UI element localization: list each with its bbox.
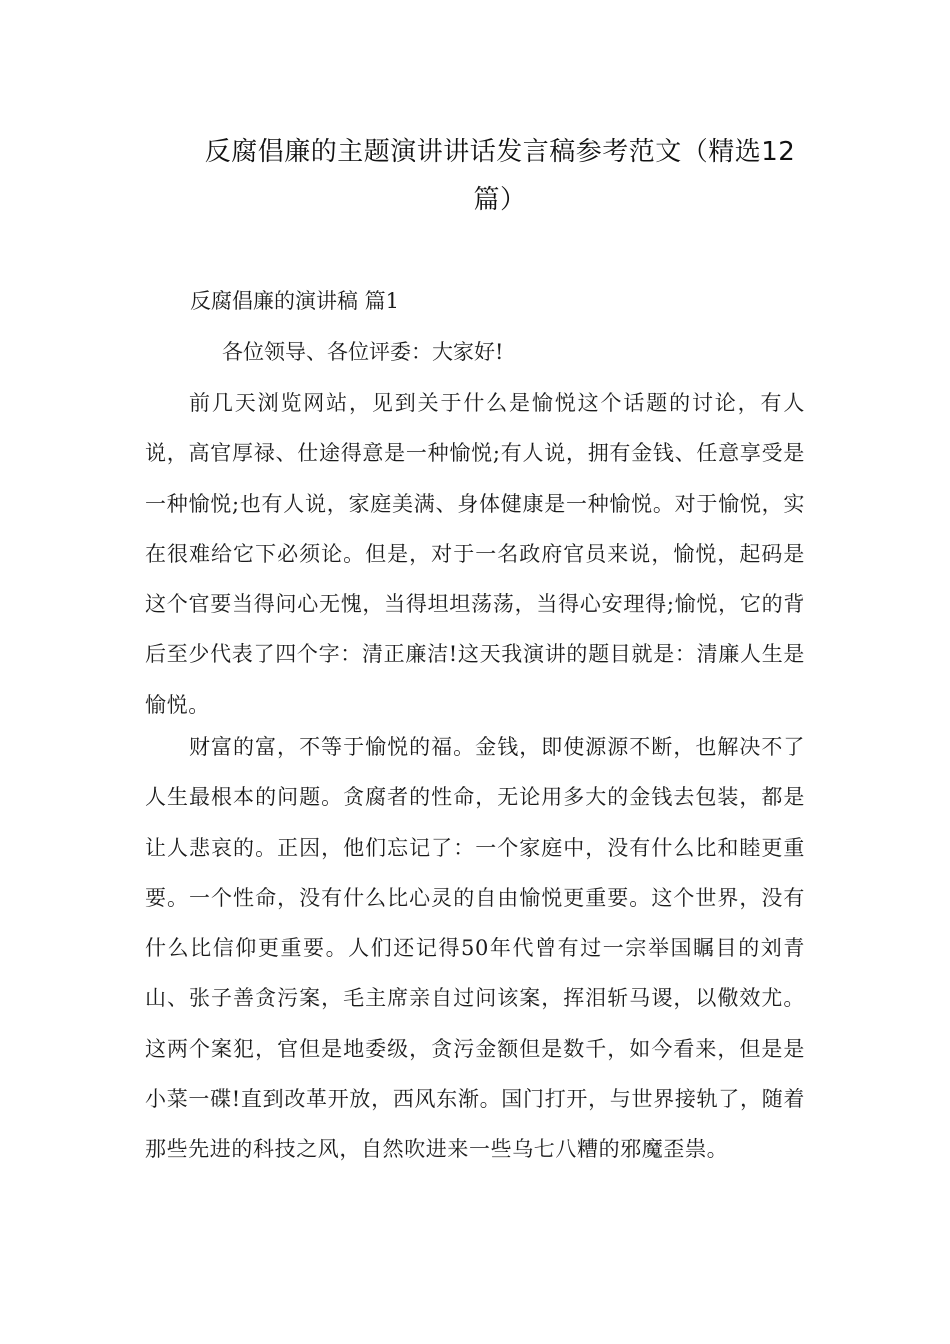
paragraph-2: 财富的富，不等于愉悦的福。金钱，即使源源不断，也解决不了人生最根本的问题。贪腐者的性命，无论用多大的金钱去包装，都是让人悲哀的。正因，他们忘记了：一个家庭中，没有什么比和睦更重要。一个性命，没有什么比心灵的自由愉悦更重要。这个世界，没有什么比信仰更重要。人们还记得50年代曾有过一宗举国瞩目的刘青山、张子善贪污案，毛主席亲自过问该案，挥泪斩马谡，以儆效尤。这两个案犯，官但是地委级，贪污金额但是数千，如今看来，但是是小菜一碟!直到改革开放，西风东渐。国门打开，与世界接轨了，随着那些先进的科技之风，自然吹进来一些乌七八糟的邪魔歪祟。 [145,735,805,1162]
section-heading: 反腐倡廉的演讲稿 篇1 [190,289,400,313]
greeting-line: 各位领导、各位评委：大家好! [222,340,504,364]
title-line-1: 反腐倡廉的主题演讲讲话发言稿参考范文（精选12 [204,137,796,167]
paragraph-1: 前几天浏览网站，见到关于什么是愉悦这个话题的讨论，有人说，高官厚禄、仕途得意是一种愉悦;有人说，拥有金钱、任意享受是一种愉悦;也有人说，家庭美满、身体健康是一种愉悦。对于愉悦，实在很难给它下必须论。但是，对于一名政府官员来说，愉悦，起码是这个官要当得问心无愧，当得坦坦荡荡，当得心安理得;愉悦，它的背后至少代表了四个字：清正廉洁!这天我演讲的题目就是：清廉人生是愉悦。 [145,391,805,717]
document-title [145,128,855,224]
title-line-2: 篇） [473,185,527,215]
